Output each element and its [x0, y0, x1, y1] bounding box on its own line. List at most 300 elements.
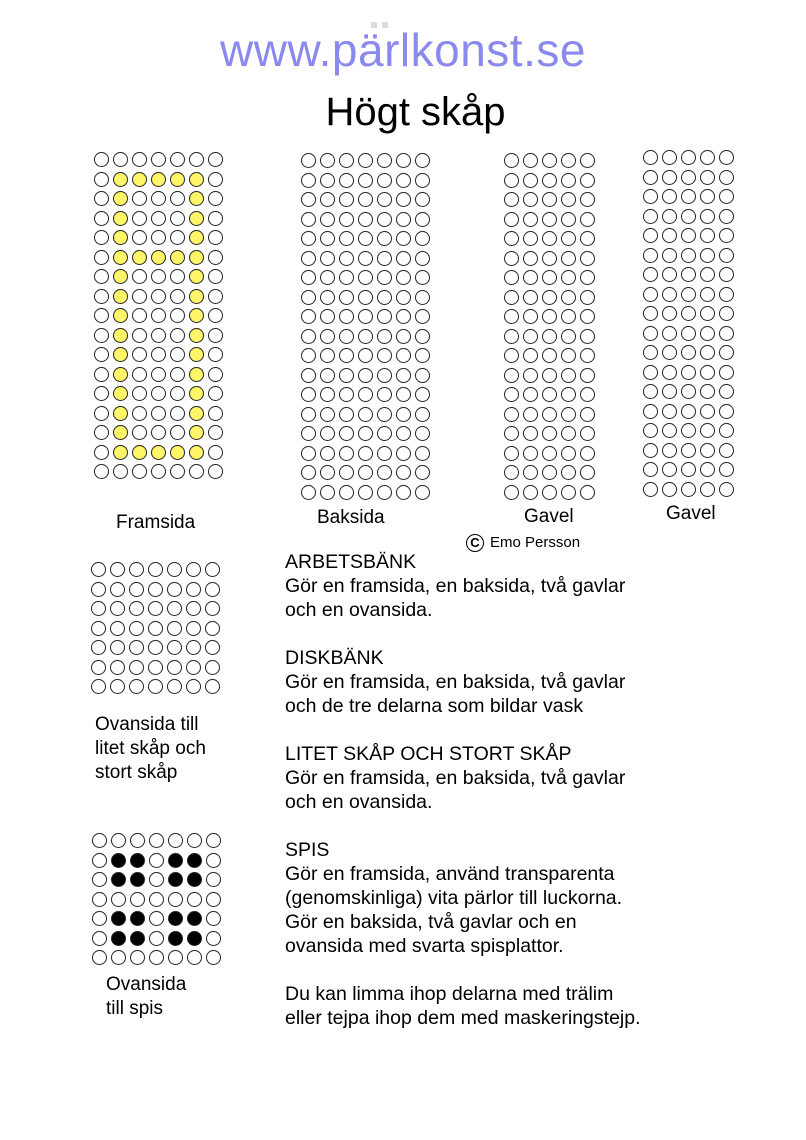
- white-bead: [504, 251, 519, 266]
- white-bead: [168, 833, 183, 848]
- white-bead: [504, 368, 519, 383]
- white-bead: [110, 640, 125, 655]
- instruction-arbetsbank: [285, 550, 785, 622]
- white-bead: [301, 387, 316, 402]
- white-bead: [339, 368, 354, 383]
- white-bead: [189, 152, 204, 167]
- white-bead: [320, 192, 335, 207]
- yellow-bead: [113, 328, 128, 343]
- white-bead: [700, 384, 715, 399]
- white-bead: [700, 345, 715, 360]
- white-bead: [167, 679, 182, 694]
- white-bead: [186, 601, 201, 616]
- white-bead: [301, 446, 316, 461]
- white-bead: [94, 230, 109, 245]
- white-bead: [206, 911, 221, 926]
- white-bead: [186, 660, 201, 675]
- gavel-grid-2: [641, 148, 736, 499]
- ovansida-label: Ovansida till litet skåp och stort skåp: [95, 714, 206, 783]
- white-bead: [700, 365, 715, 380]
- yellow-bead: [189, 445, 204, 460]
- white-bead: [662, 384, 677, 399]
- section-heading: DISKBÄNK: [285, 647, 384, 669]
- white-bead: [170, 406, 185, 421]
- white-bead: [561, 251, 576, 266]
- white-bead: [148, 679, 163, 694]
- white-bead: [320, 173, 335, 188]
- white-bead: [504, 426, 519, 441]
- yellow-bead: [189, 289, 204, 304]
- yellow-bead: [113, 445, 128, 460]
- gavel-grid-1: [502, 151, 597, 502]
- white-bead: [132, 230, 147, 245]
- white-bead: [662, 443, 677, 458]
- black-bead: [130, 872, 145, 887]
- white-bead: [542, 251, 557, 266]
- instruction-skap: [285, 742, 785, 814]
- black-bead: [130, 931, 145, 946]
- white-bead: [377, 485, 392, 500]
- white-bead: [719, 423, 734, 438]
- white-bead: [415, 387, 430, 402]
- white-bead: [415, 251, 430, 266]
- framsida-grid: [92, 150, 225, 482]
- white-bead: [339, 465, 354, 480]
- white-bead: [170, 347, 185, 362]
- white-bead: [92, 853, 107, 868]
- white-bead: [504, 290, 519, 305]
- white-bead: [149, 931, 164, 946]
- white-bead: [301, 270, 316, 285]
- white-bead: [504, 329, 519, 344]
- white-bead: [186, 582, 201, 597]
- white-bead: [358, 212, 373, 227]
- spis-label: Ovansida till spis: [106, 974, 187, 1019]
- white-bead: [396, 485, 411, 500]
- white-bead: [580, 270, 595, 285]
- white-bead: [643, 404, 658, 419]
- white-bead: [132, 152, 147, 167]
- yellow-bead: [189, 172, 204, 187]
- white-bead: [132, 386, 147, 401]
- white-bead: [700, 287, 715, 302]
- white-bead: [643, 384, 658, 399]
- white-bead: [700, 267, 715, 282]
- white-bead: [301, 192, 316, 207]
- white-bead: [132, 425, 147, 440]
- white-bead: [561, 387, 576, 402]
- white-bead: [167, 582, 182, 597]
- white-bead: [91, 621, 106, 636]
- white-bead: [92, 872, 107, 887]
- white-bead: [542, 368, 557, 383]
- white-bead: [339, 329, 354, 344]
- copyright-icon: C: [466, 534, 484, 552]
- white-bead: [681, 345, 696, 360]
- white-bead: [167, 562, 182, 577]
- white-bead: [208, 289, 223, 304]
- yellow-bead: [113, 308, 128, 323]
- white-bead: [561, 368, 576, 383]
- white-bead: [320, 329, 335, 344]
- yellow-bead: [151, 445, 166, 460]
- yellow-bead: [189, 211, 204, 226]
- white-bead: [205, 640, 220, 655]
- white-bead: [377, 251, 392, 266]
- white-bead: [396, 309, 411, 324]
- black-bead: [187, 872, 202, 887]
- white-bead: [377, 270, 392, 285]
- white-bead: [504, 309, 519, 324]
- white-bead: [167, 601, 182, 616]
- yellow-bead: [151, 250, 166, 265]
- white-bead: [415, 231, 430, 246]
- white-bead: [301, 309, 316, 324]
- white-bead: [580, 387, 595, 402]
- white-bead: [580, 465, 595, 480]
- white-bead: [208, 152, 223, 167]
- white-bead: [91, 640, 106, 655]
- site-url: www.pärlkonst.se: [220, 24, 586, 76]
- section-body: Gör en framsida, en baksida, två gavlar och de tre delarna som bildar vask: [285, 671, 626, 717]
- white-bead: [523, 426, 538, 441]
- white-bead: [415, 212, 430, 227]
- yellow-bead: [170, 250, 185, 265]
- white-bead: [396, 407, 411, 422]
- white-bead: [91, 679, 106, 694]
- white-bead: [396, 465, 411, 480]
- white-bead: [719, 209, 734, 224]
- white-bead: [358, 290, 373, 305]
- white-bead: [504, 153, 519, 168]
- white-bead: [320, 290, 335, 305]
- white-bead: [129, 582, 144, 597]
- white-bead: [170, 191, 185, 206]
- ovansida-grid: [89, 560, 222, 697]
- white-bead: [130, 950, 145, 965]
- baksida-grid: [299, 151, 432, 502]
- white-bead: [94, 152, 109, 167]
- white-bead: [681, 189, 696, 204]
- white-bead: [113, 152, 128, 167]
- white-bead: [149, 911, 164, 926]
- white-bead: [580, 192, 595, 207]
- white-bead: [358, 446, 373, 461]
- white-bead: [643, 267, 658, 282]
- white-bead: [208, 172, 223, 187]
- white-bead: [643, 189, 658, 204]
- white-bead: [377, 407, 392, 422]
- black-bead: [111, 872, 126, 887]
- white-bead: [396, 192, 411, 207]
- white-bead: [542, 192, 557, 207]
- yellow-bead: [189, 191, 204, 206]
- black-bead: [168, 931, 183, 946]
- white-bead: [132, 211, 147, 226]
- white-bead: [415, 407, 430, 422]
- white-bead: [358, 231, 373, 246]
- white-bead: [132, 367, 147, 382]
- white-bead: [580, 231, 595, 246]
- white-bead: [94, 289, 109, 304]
- white-bead: [719, 482, 734, 497]
- white-bead: [662, 189, 677, 204]
- white-bead: [681, 228, 696, 243]
- yellow-bead: [189, 425, 204, 440]
- white-bead: [643, 345, 658, 360]
- white-bead: [415, 173, 430, 188]
- white-bead: [681, 267, 696, 282]
- white-bead: [94, 328, 109, 343]
- white-bead: [208, 308, 223, 323]
- white-bead: [110, 660, 125, 675]
- white-bead: [643, 209, 658, 224]
- white-bead: [129, 660, 144, 675]
- white-bead: [662, 365, 677, 380]
- white-bead: [170, 386, 185, 401]
- white-bead: [643, 482, 658, 497]
- white-bead: [396, 270, 411, 285]
- black-bead: [168, 872, 183, 887]
- white-bead: [377, 387, 392, 402]
- white-bead: [580, 309, 595, 324]
- white-bead: [561, 426, 576, 441]
- white-bead: [523, 348, 538, 363]
- white-bead: [149, 872, 164, 887]
- white-bead: [700, 170, 715, 185]
- white-bead: [189, 464, 204, 479]
- white-bead: [504, 173, 519, 188]
- white-bead: [110, 601, 125, 616]
- white-bead: [504, 407, 519, 422]
- white-bead: [415, 329, 430, 344]
- white-bead: [320, 212, 335, 227]
- white-bead: [320, 426, 335, 441]
- white-bead: [92, 892, 107, 907]
- white-bead: [719, 228, 734, 243]
- white-bead: [561, 290, 576, 305]
- white-bead: [148, 621, 163, 636]
- white-bead: [129, 562, 144, 577]
- white-bead: [168, 950, 183, 965]
- white-bead: [111, 950, 126, 965]
- white-bead: [700, 306, 715, 321]
- white-bead: [643, 306, 658, 321]
- white-bead: [320, 465, 335, 480]
- white-bead: [206, 833, 221, 848]
- white-bead: [94, 347, 109, 362]
- white-bead: [662, 170, 677, 185]
- white-bead: [415, 270, 430, 285]
- yellow-bead: [113, 191, 128, 206]
- white-bead: [561, 485, 576, 500]
- section-heading: SPIS: [285, 839, 330, 861]
- white-bead: [339, 251, 354, 266]
- white-bead: [92, 950, 107, 965]
- white-bead: [561, 446, 576, 461]
- white-bead: [580, 485, 595, 500]
- white-bead: [339, 309, 354, 324]
- white-bead: [94, 425, 109, 440]
- white-bead: [523, 446, 538, 461]
- yellow-bead: [170, 172, 185, 187]
- white-bead: [205, 679, 220, 694]
- white-bead: [94, 464, 109, 479]
- white-bead: [662, 248, 677, 263]
- white-bead: [561, 153, 576, 168]
- white-bead: [205, 601, 220, 616]
- white-bead: [170, 152, 185, 167]
- white-bead: [167, 640, 182, 655]
- white-bead: [523, 329, 538, 344]
- white-bead: [151, 367, 166, 382]
- white-bead: [132, 289, 147, 304]
- yellow-bead: [113, 289, 128, 304]
- white-bead: [700, 404, 715, 419]
- white-bead: [700, 482, 715, 497]
- white-bead: [415, 309, 430, 324]
- black-bead: [111, 911, 126, 926]
- yellow-bead: [189, 347, 204, 362]
- white-bead: [151, 386, 166, 401]
- white-bead: [662, 306, 677, 321]
- white-bead: [358, 348, 373, 363]
- white-bead: [339, 192, 354, 207]
- white-bead: [415, 426, 430, 441]
- white-bead: [94, 308, 109, 323]
- white-bead: [132, 191, 147, 206]
- black-bead: [187, 931, 202, 946]
- white-bead: [504, 192, 519, 207]
- yellow-bead: [113, 367, 128, 382]
- yellow-bead: [132, 172, 147, 187]
- white-bead: [208, 464, 223, 479]
- white-bead: [94, 269, 109, 284]
- white-bead: [561, 231, 576, 246]
- white-bead: [301, 368, 316, 383]
- white-bead: [358, 368, 373, 383]
- white-bead: [320, 270, 335, 285]
- white-bead: [358, 173, 373, 188]
- white-bead: [205, 660, 220, 675]
- white-bead: [358, 407, 373, 422]
- white-bead: [301, 407, 316, 422]
- white-bead: [187, 950, 202, 965]
- white-bead: [377, 212, 392, 227]
- white-bead: [580, 368, 595, 383]
- white-bead: [542, 212, 557, 227]
- white-bead: [523, 407, 538, 422]
- white-bead: [561, 329, 576, 344]
- white-bead: [170, 269, 185, 284]
- white-bead: [151, 289, 166, 304]
- black-bead: [130, 911, 145, 926]
- white-bead: [719, 326, 734, 341]
- white-bead: [681, 443, 696, 458]
- white-bead: [700, 209, 715, 224]
- yellow-bead: [113, 269, 128, 284]
- white-bead: [681, 150, 696, 165]
- white-bead: [110, 621, 125, 636]
- white-bead: [377, 231, 392, 246]
- white-bead: [320, 251, 335, 266]
- yellow-bead: [132, 445, 147, 460]
- white-bead: [643, 326, 658, 341]
- white-bead: [643, 150, 658, 165]
- white-bead: [396, 426, 411, 441]
- copyright-author: Emo Persson: [490, 534, 581, 551]
- yellow-bead: [113, 250, 128, 265]
- white-bead: [339, 212, 354, 227]
- white-bead: [130, 892, 145, 907]
- white-bead: [643, 423, 658, 438]
- white-bead: [301, 426, 316, 441]
- white-bead: [643, 170, 658, 185]
- white-bead: [339, 290, 354, 305]
- instruction-spis: [285, 838, 785, 958]
- white-bead: [149, 950, 164, 965]
- white-bead: [643, 443, 658, 458]
- white-bead: [580, 426, 595, 441]
- white-bead: [377, 465, 392, 480]
- white-bead: [320, 446, 335, 461]
- white-bead: [187, 892, 202, 907]
- yellow-bead: [151, 172, 166, 187]
- white-bead: [504, 446, 519, 461]
- gavel-label-2: Gavel: [666, 503, 716, 524]
- white-bead: [129, 679, 144, 694]
- framsida-label: Framsida: [116, 512, 196, 533]
- white-bead: [662, 423, 677, 438]
- black-bead: [168, 853, 183, 868]
- white-bead: [110, 679, 125, 694]
- yellow-bead: [170, 445, 185, 460]
- white-bead: [170, 289, 185, 304]
- white-bead: [719, 345, 734, 360]
- white-bead: [415, 465, 430, 480]
- yellow-bead: [189, 328, 204, 343]
- white-bead: [719, 248, 734, 263]
- white-bead: [149, 853, 164, 868]
- yellow-bead: [113, 211, 128, 226]
- white-bead: [129, 601, 144, 616]
- white-bead: [396, 446, 411, 461]
- white-bead: [396, 290, 411, 305]
- white-bead: [396, 173, 411, 188]
- white-bead: [504, 465, 519, 480]
- white-bead: [561, 192, 576, 207]
- white-bead: [662, 345, 677, 360]
- white-bead: [700, 189, 715, 204]
- section-body: Gör en framsida, en baksida, två gavlar och en ovansida.: [285, 575, 626, 621]
- white-bead: [358, 387, 373, 402]
- baksida-label: Baksida: [317, 507, 385, 528]
- white-bead: [580, 212, 595, 227]
- white-bead: [662, 267, 677, 282]
- yellow-bead: [113, 172, 128, 187]
- white-bead: [92, 833, 107, 848]
- white-bead: [643, 228, 658, 243]
- white-bead: [681, 287, 696, 302]
- white-bead: [94, 211, 109, 226]
- yellow-bead: [189, 406, 204, 421]
- white-bead: [151, 425, 166, 440]
- white-bead: [148, 562, 163, 577]
- white-bead: [148, 601, 163, 616]
- white-bead: [186, 562, 201, 577]
- white-bead: [681, 423, 696, 438]
- white-bead: [719, 365, 734, 380]
